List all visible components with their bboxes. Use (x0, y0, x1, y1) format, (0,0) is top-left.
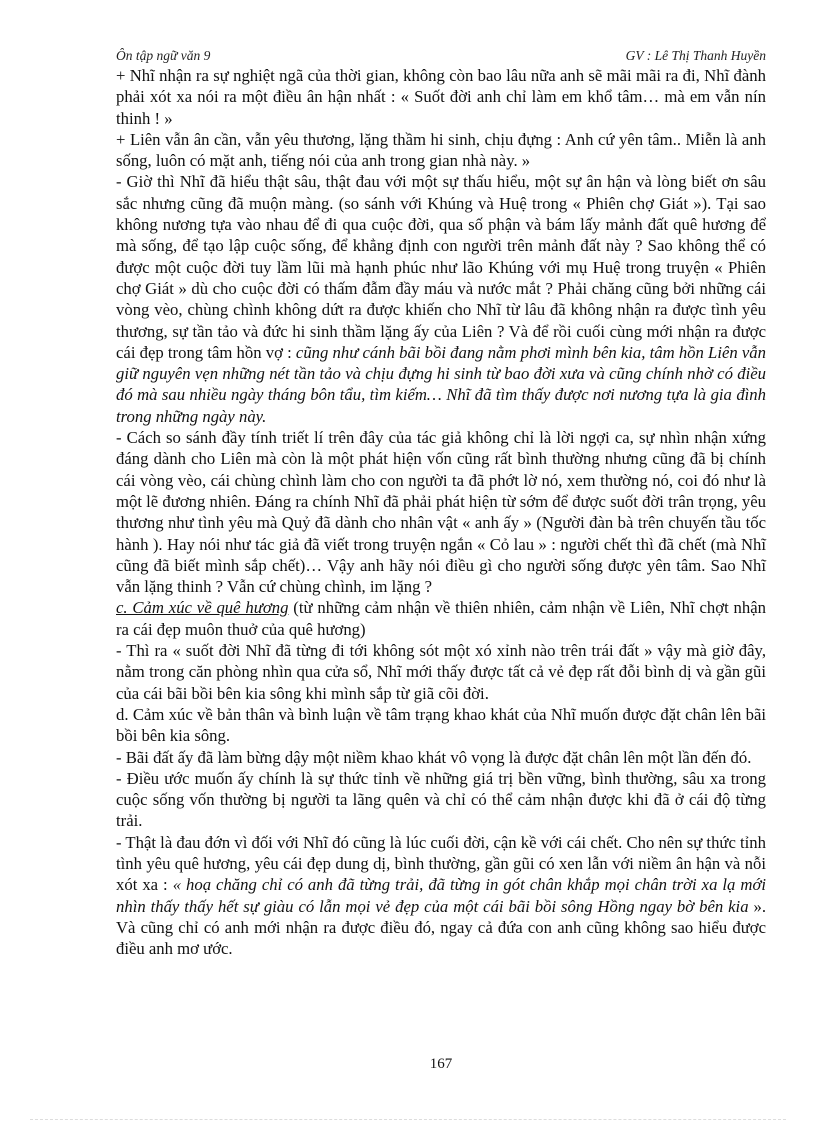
body-text (116, 65, 766, 959)
document-page (116, 47, 767, 1072)
section-heading-c: c. Cảm xúc về quê hương (từ những cảm nhận về thiên nhiên, cảm nhận về Liên, Nhĩ chợt nhận ra cái đẹp muôn thuở của quê hương) (116, 598, 766, 639)
paragraph: + Liên vẫn ân cần, vẫn yêu thương, lặng thầm hi sinh, chịu đựng : Anh cứ yên tâm.. Miễn là anh sống, luôn có mặt anh, tiếng nói của anh trong gian nhà này. » (116, 129, 766, 171)
header-left: Ôn tập ngữ văn 9 (116, 48, 211, 63)
page-header (116, 47, 766, 65)
paragraph: - Thật là đau đớn vì đối với Nhĩ đó cũng là lúc cuối đời, cận kề với cái chết. Cho nên sự thức tỉnh tình yêu quê hương, yêu cái đẹp dung dị, bình thường, gần gũi có xen lẫn với niềm ân hận và nỗi xót xa : « hoạ chăng chỉ có anh đã từng trải, đã từng in gót chân khắp mọi chân trời xa lạ mới nhìn thấy thấy hết sự giàu có lẫn mọi vẻ đẹp của một cái bãi bồi sông Hồng ngay bờ bên kia ». Và cũng chỉ có anh mới nhận ra được điều đó, ngay cả đứa con anh cũng không sao hiểu được điều anh mơ ước. (116, 832, 767, 959)
paragraph: - Giờ thì Nhĩ đã hiểu thật sâu, thật đau với một sự thấu hiểu, một sự ân hận và lòng biết ơn sâu sắc nhưng cũng đã muộn màng. (so sánh với Khúng và Huệ trong « Phiên chợ Giát »). Tại sao không nương tựa vào nhau để đi qua cuộc đời, qua số phận và bám lấy mảnh đất quê hương để mà sống, để tạo lập cuộc sống, để khẳng định con người trên mảnh đất này ? Sao không thể có được một cuộc đời tuy lầm lũi mà hạnh phúc như lão Khúng với mụ Huệ trong truyện « Phiên chợ Giát » dù cho cuộc đời có thấm đẫm đầy máu và nước mắt ? Phải chăng cũng bởi những cái vòng vèo, chùng chình không dứt ra được khiến cho Nhĩ từ lâu đã không nhận ra được tình yêu thương, sự tần tảo và đức hi sinh thầm lặng ấy của Liên ? Và để rồi cuối cùng mới nhận ra được cái đẹp trong tâm hồn vợ : cũng như cánh bãi bồi đang nằm phơi mình bên kia, tâm hồn Liên vẫn giữ nguyên vẹn những nét tần tảo và chịu đựng hi sinh từ bao đời xưa và cũng chính nhờ có điều đó mà sau nhiều ngày tháng bôn tẩu, tìm kiếm… Nhĩ đã tìm thấy được nơi nương tựa là gia đình trong những ngày này. (116, 172, 766, 426)
paragraph: - Điều ước muốn ấy chính là sự thức tỉnh về những giá trị bền vững, bình thường, sâu xa trong cuộc sống vốn thường bị người ta lãng quên và chỉ có thể cảm nhận được khi đã ở cái độ từng trải. (116, 768, 766, 831)
paragraph: - Cách so sánh đầy tính triết lí trên đây của tác giả không chỉ là lời ngợi ca, sự nhìn nhận xứng đáng dành cho Liên mà còn là một phát hiện vốn cũng rất bình thường nhưng cũng đã bị chính cái vòng vèo, cái chùng chình làm cho con người ta đã phớt lờ nó, xem thường nó, coi đó như là một lẽ đương nhiên. Đáng ra chính Nhĩ đã phải phát hiện từ sớm để được suốt đời trân trọng, yêu thương như tình yêu mà Quỷ đã dành cho nhân vật « anh ấy » (Người đàn bà trên chuyến tầu tốc hành ). Hay nói như tác giả đã viết trong truyện ngắn « Cỏ lau » : người chết thì đã chết (mà Nhĩ cũng đã biết mình sắp chết)… Vậy anh hãy nói điều gì cho người sống được yên tâm. Sao Nhĩ vẫn lặng thinh ? Vẫn cứ chùng chình, im lặng ? (116, 428, 766, 597)
header-right: GV : Lê Thị Thanh Huyền (625, 48, 766, 63)
page-number: 167 (429, 1056, 453, 1072)
paragraph: - Bãi đất ấy đã làm bừng dậy một niềm khao khát vô vọng là được đặt chân lên một lần đến đó. (116, 747, 752, 767)
section-heading-d: d. Cảm xúc về bản thân và bình luận về tâm trạng khao khát của Nhĩ muốn được đặt chân lên bãi bồi bên kia sông. (116, 704, 766, 746)
paragraph: - Thì ra « suốt đời Nhĩ đã từng đi tới không sót một xó xỉnh nào trên trái đất » vậy mà giờ đây, nằm trong căn phòng nhìn qua cửa sổ, Nhĩ mới thấy được tất cả vẻ đẹp rất đỗi bình dị và gần gũi của cái bãi bồi bên kia sông khi mình sắp từ giã cõi đời. (116, 641, 766, 703)
page-bottom-divider (30, 1119, 786, 1120)
paragraph: + Nhĩ nhận ra sự nghiệt ngã của thời gian, không còn bao lâu nữa anh sẽ mãi mãi ra đi, Nhĩ đành phải xót xa nói ra một điều ân hận nhất : « Suốt đời anh chỉ làm em khổ tâm… mà em vẫn nín thinh ! » (116, 66, 766, 128)
